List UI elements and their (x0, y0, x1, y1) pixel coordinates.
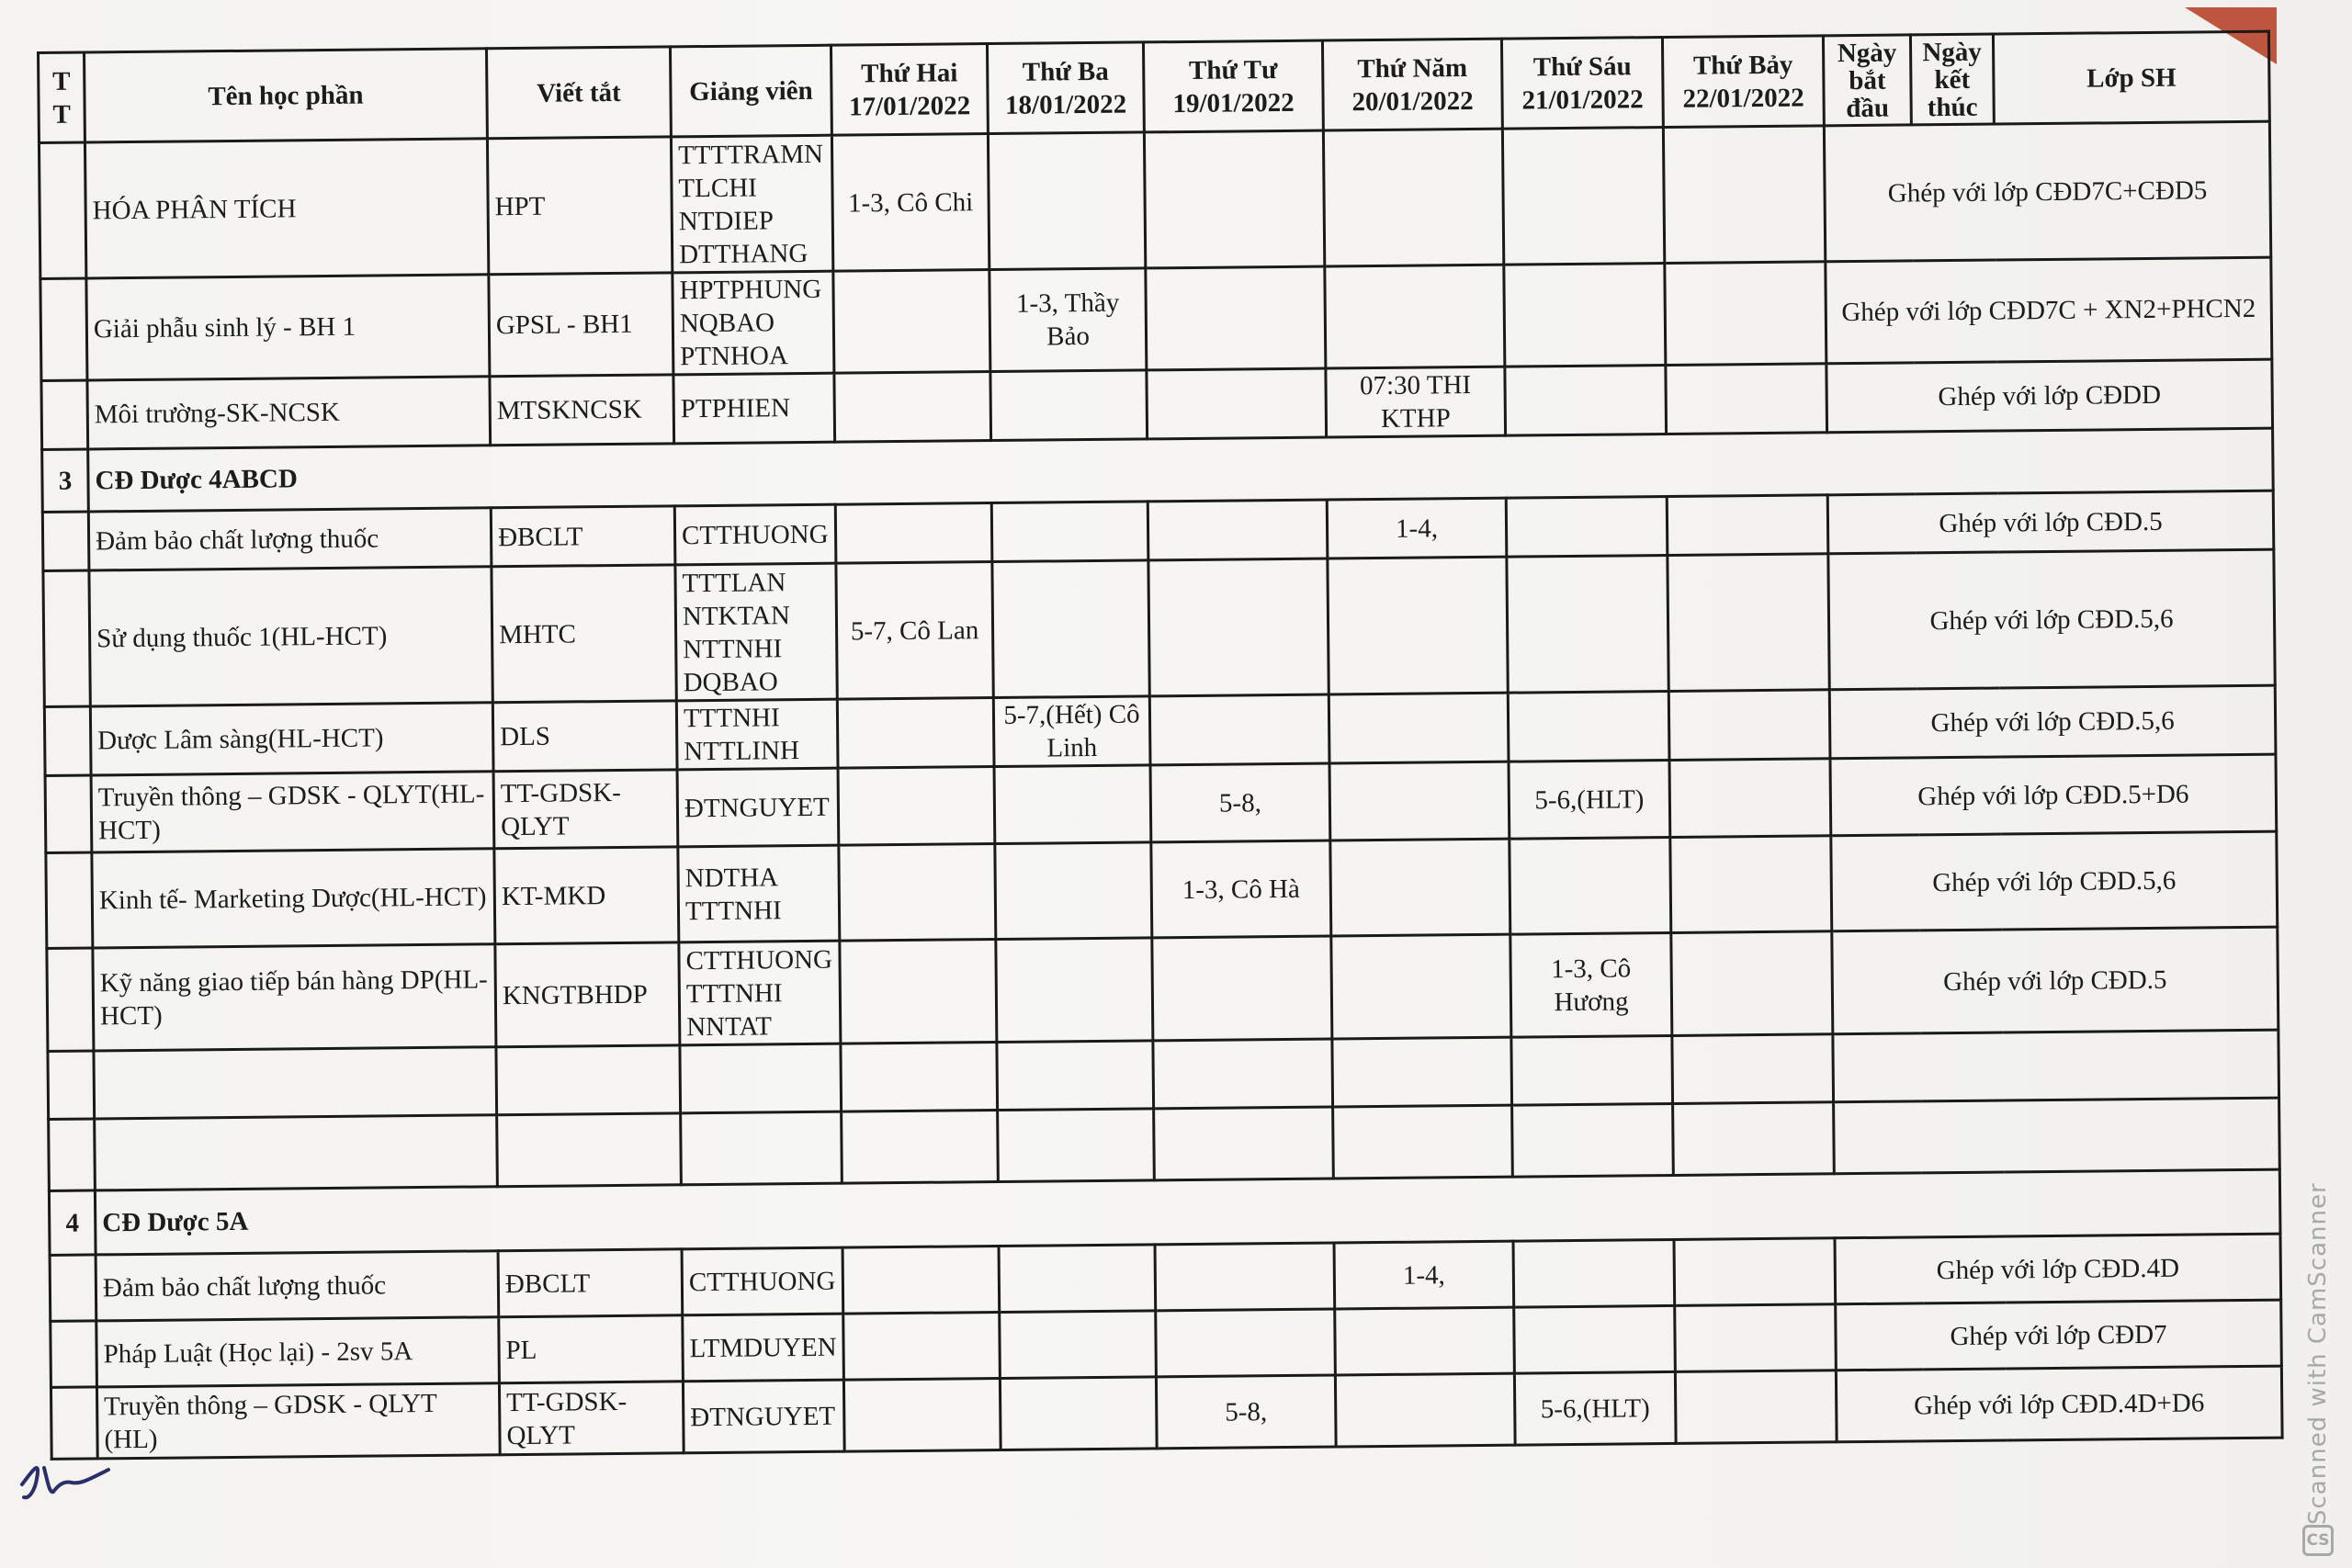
header-class-sh: Lớp SH (1993, 31, 2269, 124)
course-name: Truyền thông – GDSK - QLYT (HL) (96, 1383, 500, 1459)
row-tt (41, 380, 88, 449)
row-tt (42, 512, 89, 570)
signature-icon (17, 1442, 118, 1506)
slot-tue (999, 1245, 1156, 1313)
slot-thu (1325, 265, 1505, 368)
course-abbr: GPSL - BH1 (489, 273, 673, 377)
slot-sat (1666, 364, 1827, 434)
table-row (39, 121, 2270, 278)
section-title: CĐ Dược 4ABCD (88, 428, 2274, 512)
slot-tue: 5-7,(Hết) Cô Linh (993, 696, 1150, 767)
course-lecturers: HPTPHUNG NQBAO PTNHOA (673, 271, 834, 375)
slot-fri (1514, 1305, 1676, 1373)
class-sh: Ghép với lớp CĐD.4D (1835, 1234, 2281, 1304)
slot-mon (834, 372, 991, 443)
slot-fri: 1-3, Cô Hương (1510, 932, 1672, 1037)
course-lecturers: CTTHUONG (682, 1247, 843, 1315)
header-lecturer: Giảng viên (670, 45, 831, 137)
slot-sat (1675, 1371, 1837, 1444)
course-abbr: TT-GDSK-QLYT (499, 1382, 684, 1455)
slot-fri (1506, 496, 1668, 557)
header-end-date: Ngày kết thúc (1910, 34, 1994, 125)
slot-mon (843, 1313, 1001, 1381)
course-lecturers: CTTHUONG TTTNHI NNTAT (679, 941, 841, 1045)
course-lecturers: TTTLAN NTKTAN NTTNHI DQBAO (675, 563, 837, 701)
slot-sat (1668, 554, 1829, 692)
class-sh: Ghép với lớp CĐD.5 (1827, 491, 2274, 554)
class-sh: Ghép với lớp CĐD.5,6 (1828, 549, 2275, 690)
slot-fri (1504, 264, 1666, 367)
row-tt (47, 948, 94, 1051)
slot-sat (1667, 495, 1828, 556)
slot-wed (1149, 694, 1329, 765)
slot-tue (995, 842, 1152, 940)
header-course-name: Tên học phần (85, 49, 488, 142)
course-name: Đảm bảo chất lượng thuốc (96, 1251, 499, 1321)
course-abbr: KNGTBHDP (495, 942, 680, 1047)
course-name: Giải phẫu sinh lý - BH 1 (86, 275, 490, 380)
slot-thu: 1-4, (1327, 498, 1507, 558)
row-tt (40, 278, 87, 380)
course-abbr: TT-GDSK-QLYT (493, 770, 678, 849)
row-tt (51, 1321, 97, 1387)
slot-sat (1670, 836, 1832, 933)
row-tt (45, 775, 92, 852)
slot-fri: 5-6,(HLT) (1509, 760, 1670, 839)
course-abbr: PL (499, 1315, 684, 1383)
slot-sat (1663, 126, 1825, 264)
slot-fri: 5-6,(HLT) (1514, 1371, 1676, 1445)
header-start-date: Ngày bắt đầu (1823, 35, 1911, 126)
course-name: Dược Lâm sàng(HL-HCT) (90, 703, 493, 775)
section-number: 3 (42, 449, 89, 512)
slot-tue (1000, 1311, 1157, 1379)
slot-wed (1148, 558, 1329, 696)
course-name: Môi trường-SK-NCSK (87, 377, 491, 449)
course-lecturers: PTPHIEN (673, 373, 835, 444)
course-abbr: MTSKNCSK (490, 375, 674, 446)
slot-wed (1147, 368, 1327, 439)
class-sh: Ghép với lớp CĐD.5,6 (1831, 831, 2278, 931)
class-sh: Ghép với lớp CĐD.5 (1832, 927, 2278, 1034)
slot-fri (1505, 365, 1667, 435)
slot-tue (991, 502, 1148, 562)
header-day-sat: Thứ Bảy 22/01/2022 (1662, 36, 1824, 128)
course-name: Đảm bảo chất lượng thuốc (88, 508, 492, 570)
header-day-thu: Thứ Năm 20/01/2022 (1322, 39, 1502, 130)
slot-tue (990, 370, 1148, 441)
class-sh: Ghép với lớp CĐD.4D+D6 (1836, 1366, 2282, 1442)
slot-mon (840, 940, 997, 1044)
section-title: CĐ Dược 5A (95, 1169, 2280, 1255)
slot-wed (1155, 1243, 1335, 1311)
slot-thu (1323, 129, 1503, 266)
slot-tue (994, 765, 1151, 844)
class-sh: Ghép với lớp CĐD7 (1836, 1300, 2282, 1371)
slot-mon: 5-7, Cô Lan (836, 562, 993, 700)
course-name: Sử dụng thuốc 1(HL-HCT) (89, 567, 492, 706)
header-day-wed: Thứ Tư 19/01/2022 (1143, 40, 1323, 132)
slot-mon (842, 1247, 1000, 1314)
course-name: Truyền thông – GDSK - QLYT(HL-HCT) (91, 772, 494, 852)
class-sh: Ghép với lớp CĐD.5+D6 (1830, 754, 2277, 836)
course-lecturers: TTTTRAMN TLCHI NTDIEP DTTHANG (671, 135, 832, 273)
slot-wed (1156, 1309, 1336, 1377)
slot-tue: 1-3, Thầy Bảo (989, 268, 1147, 372)
slot-wed (1144, 130, 1324, 268)
slot-thu (1335, 1307, 1515, 1375)
slot-mon (837, 698, 994, 769)
header-abbreviation: Viết tắt (486, 47, 671, 139)
course-lecturers: CTTHUONG (674, 504, 836, 565)
slot-thu (1329, 693, 1509, 763)
slot-fri (1507, 555, 1668, 693)
slot-fri (1510, 837, 1671, 934)
slot-wed: 5-8, (1150, 763, 1330, 842)
slot-wed (1148, 500, 1328, 560)
slot-wed (1152, 936, 1332, 1041)
header-day-fri: Thứ Sáu 21/01/2022 (1501, 38, 1663, 130)
slot-wed: 5-8, (1156, 1375, 1336, 1449)
slot-sat (1671, 931, 1833, 1036)
slot-fri (1513, 1239, 1675, 1307)
course-abbr: HPT (487, 137, 672, 275)
slot-thu (1335, 1373, 1515, 1447)
schedule-table (37, 30, 2284, 1461)
slot-wed: 1-3, Cô Hà (1151, 840, 1331, 938)
row-tt (46, 852, 93, 948)
slot-fri (1508, 691, 1669, 761)
slot-mon (833, 270, 990, 374)
slot-sat (1665, 262, 1826, 366)
header-day-mon: Thứ Hai 17/01/2022 (831, 44, 988, 136)
slot-thu: 07:30 THI KTHP (1326, 367, 1506, 437)
course-lecturers: ĐTNGUYET (683, 1380, 844, 1453)
slot-wed (1146, 266, 1326, 370)
slot-thu: 1-4, (1334, 1241, 1514, 1309)
slot-sat (1669, 759, 1831, 838)
slot-sat (1668, 690, 1830, 761)
class-sh: Ghép với lớp CĐD7C+CĐD5 (1824, 121, 2270, 262)
table-row (43, 549, 2275, 706)
course-name: Kinh tế- Marketing Dược(HL-HCT) (92, 849, 495, 948)
course-name: Kỹ năng giao tiếp bán hàng DP(HL-HCT) (93, 944, 496, 1051)
header-tt: T T (39, 52, 85, 142)
slot-mon (843, 1379, 1001, 1452)
course-abbr: MHTC (492, 565, 676, 703)
slot-tue (988, 132, 1145, 270)
slot-tue (996, 938, 1153, 1043)
camscanner-logo-icon: CS (2302, 1525, 2334, 1556)
course-lecturers: ĐTNGUYET (677, 768, 839, 847)
course-lecturers: LTMDUYEN (683, 1314, 844, 1382)
row-tt (39, 142, 85, 278)
slot-mon (835, 503, 992, 564)
slot-fri (1502, 128, 1664, 265)
slot-mon (838, 767, 995, 846)
course-name: HÓA PHÂN TÍCH (85, 139, 488, 278)
slot-tue (992, 560, 1149, 698)
class-sh: Ghép với lớp CĐDD (1826, 359, 2273, 433)
course-lecturers: TTTNHI NTTLINH (676, 699, 838, 770)
header-day-tue: Thứ Ba 18/01/2022 (987, 42, 1144, 134)
course-lecturers: NDTHA TTTNHI (678, 845, 840, 942)
section-number: 4 (49, 1190, 96, 1255)
watermark-text: Scanned with CamScanner (2304, 1182, 2332, 1525)
slot-tue (1000, 1377, 1157, 1450)
slot-thu (1330, 839, 1510, 936)
row-tt (50, 1255, 96, 1321)
class-sh: Ghép với lớp CĐD7C + XN2+PHCN2 (1826, 257, 2272, 364)
slot-mon: 1-3, Cô Chi (831, 134, 989, 272)
slot-sat (1675, 1304, 1837, 1372)
slot-mon (839, 844, 996, 942)
slot-thu (1328, 557, 1508, 694)
course-name: Pháp Luật (Học lại) - 2sv 5A (96, 1317, 500, 1387)
row-tt (44, 706, 91, 775)
slot-sat (1674, 1238, 1836, 1306)
class-sh: Ghép với lớp CĐD.5,6 (1829, 685, 2276, 759)
course-abbr: ĐBCLT (498, 1249, 683, 1317)
slot-thu (1329, 761, 1510, 840)
course-abbr: ĐBCLT (491, 506, 675, 567)
row-tt (43, 570, 90, 706)
course-abbr: KT-MKD (494, 847, 679, 944)
slot-thu (1331, 934, 1511, 1039)
course-abbr: DLS (492, 701, 677, 772)
